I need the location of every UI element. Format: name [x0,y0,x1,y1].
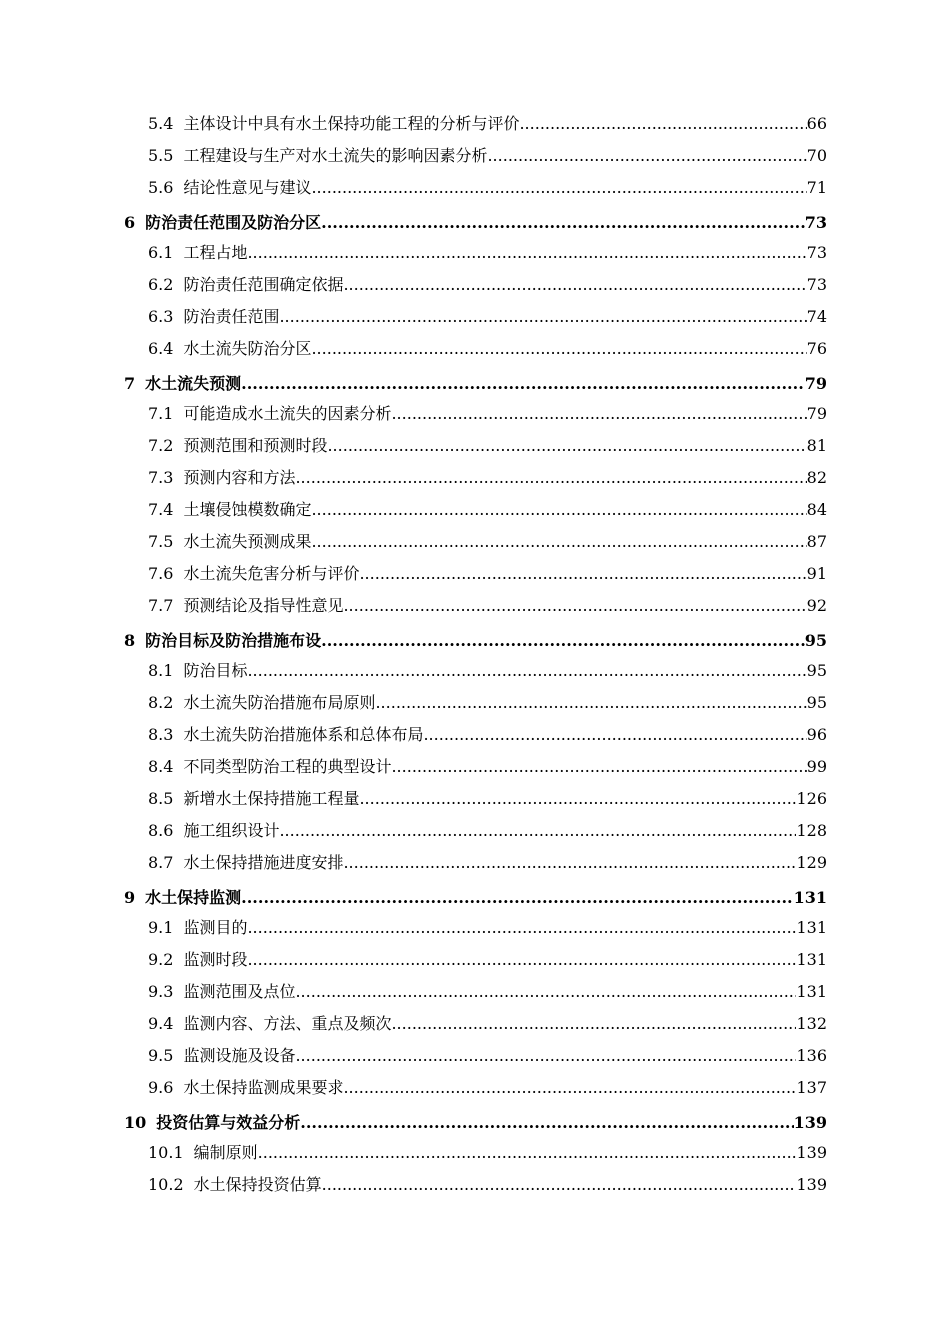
toc-page-number: 132 [796,1014,827,1033]
toc-page-number: 82 [806,468,827,487]
toc-entry-title: 防治责任范围 [183,307,280,326]
toc-entry-number: 7.4 [148,500,174,519]
toc-dot-leader [247,243,806,263]
toc-entry-title: 防治责任范围及防治分区 [145,213,322,232]
toc-chapter-entry[interactable] [124,888,827,908]
toc-section-entry[interactable] [148,146,827,166]
toc-dot-leader [391,1014,796,1034]
toc-page-number: 76 [806,339,827,358]
toc-dot-leader [258,1143,797,1163]
toc-entry-title: 施工组织设计 [183,821,280,840]
toc-entry-number: 5.4 [148,114,174,133]
toc-section-entry[interactable] [148,918,827,938]
toc-dot-leader [311,500,806,520]
toc-page-number: 79 [804,374,827,393]
toc-page-number: 87 [806,532,827,551]
toc-entry-number: 7.2 [148,436,174,455]
toc-entry-number: 8.3 [148,725,174,744]
toc-entry-title: 主体设计中具有水土保持功能工程的分析与评价 [183,114,520,133]
toc-section-entry[interactable] [148,693,827,713]
toc-entry-number: 8.5 [148,789,174,808]
toc-section-entry[interactable] [148,339,827,359]
toc-entry-number: 9.2 [148,950,174,969]
toc-dot-leader [311,532,806,552]
toc-page-number: 136 [796,1046,827,1065]
toc-entry-number: 8.1 [148,661,174,680]
toc-entry-number: 9.5 [148,1046,174,1065]
toc-dot-leader [279,307,806,327]
toc-entry-title: 不同类型防治工程的典型设计 [183,757,392,776]
toc-page-number: 95 [804,631,827,650]
toc-entry-title: 工程建设与生产对水土流失的影响因素分析 [183,146,488,165]
toc-entry-number: 6 [124,213,136,232]
toc-dot-leader [322,1175,797,1195]
toc-entry-title: 预测内容和方法 [183,468,296,487]
toc-dot-leader [391,404,806,424]
toc-entry-title: 水土流失防治分区 [183,339,312,358]
toc-page-number: 73 [804,213,827,232]
toc-entry-title: 水土流失防治措施布局原则 [183,693,376,712]
toc-chapter-entry[interactable] [124,631,827,651]
toc-page-number: 71 [806,178,827,197]
toc-entry-title: 水土流失危害分析与评价 [183,564,360,583]
toc-entry-title: 监测目的 [183,918,248,937]
toc-page-number: 84 [806,500,827,519]
toc-entry-title: 防治责任范围确定依据 [183,275,344,294]
toc-section-entry[interactable] [148,661,827,681]
toc-section-entry[interactable] [148,1143,827,1163]
toc-page-number: 92 [806,596,827,615]
toc-entry-number: 7.1 [148,404,174,423]
toc-dot-leader [279,821,796,841]
toc-entry-title: 结论性意见与建议 [183,178,312,197]
toc-entry-number: 7.3 [148,468,174,487]
toc-page-number: 139 [793,1113,827,1132]
toc-entry-title: 水土保持监测 [145,888,242,907]
toc-dot-leader [247,918,796,938]
toc-dot-leader [343,596,806,616]
toc-page-number: 131 [796,950,827,969]
toc-dot-leader [519,114,806,134]
toc-section-entry[interactable] [148,1046,827,1066]
toc-entry-number: 9.6 [148,1078,174,1097]
toc-entry-number: 5.5 [148,146,174,165]
toc-entry-title: 水土保持措施进度安排 [183,853,344,872]
toc-page-number: 131 [793,888,827,907]
toc-dot-leader [311,339,806,359]
toc-page-number: 66 [806,114,827,133]
toc-section-entry[interactable] [148,404,827,424]
toc-section-entry[interactable] [148,950,827,970]
toc-entry-number: 8.6 [148,821,174,840]
toc-page-number: 91 [806,564,827,583]
toc-chapter-entry[interactable] [124,213,827,233]
toc-dot-leader [321,631,805,651]
toc-entry-title: 监测内容、方法、重点及频次 [183,1014,392,1033]
toc-page-number: 70 [806,146,827,165]
toc-dot-leader [343,275,806,295]
toc-dot-leader [295,1046,796,1066]
toc-entry-title: 水土流失预测 [145,374,242,393]
toc-entry-number: 7.6 [148,564,174,583]
toc-dot-leader [359,564,806,584]
toc-entry-title: 新增水土保持措施工程量 [183,789,360,808]
toc-section-entry[interactable] [148,532,827,552]
toc-entry-number: 6.3 [148,307,174,326]
toc-dot-leader [321,213,805,233]
toc-entry-number: 8.7 [148,853,174,872]
toc-entry-number: 9.3 [148,982,174,1001]
toc-entry-title: 防治目标及防治措施布设 [145,631,322,650]
toc-page-number: 95 [806,693,827,712]
toc-chapter-entry[interactable] [124,374,827,394]
toc-entry-number: 7.5 [148,532,174,551]
toc-dot-leader [343,1078,796,1098]
toc-dot-leader [247,950,796,970]
toc-entry-title: 编制原则 [193,1143,258,1162]
toc-chapter-entry[interactable] [124,1113,827,1133]
toc-entry-title: 水土保持监测成果要求 [183,1078,344,1097]
toc-dot-leader [375,693,806,713]
toc-section-entry[interactable] [148,436,827,456]
toc-entry-number: 6.4 [148,339,174,358]
toc-dot-leader [300,1113,793,1133]
toc-entry-title: 水土流失防治措施体系和总体布局 [183,725,424,744]
toc-section-entry[interactable] [148,1014,827,1034]
toc-entry-number: 8 [124,631,136,650]
toc-entry-title: 监测范围及点位 [183,982,296,1001]
toc-section-entry[interactable] [148,1078,827,1098]
toc-dot-leader [241,888,793,908]
toc-page-number: 131 [796,918,827,937]
toc-page-number: 139 [796,1143,827,1162]
toc-entry-number: 7.7 [148,596,174,615]
toc-dot-leader [391,757,806,777]
toc-entry-title: 土壤侵蚀模数确定 [183,500,312,519]
toc-section-entry[interactable] [148,853,827,873]
toc-entry-title: 水土保持投资估算 [193,1175,322,1194]
toc-section-entry[interactable] [148,757,827,777]
toc-page-number: 126 [796,789,827,808]
toc-section-entry[interactable] [148,596,827,616]
toc-dot-leader [423,725,806,745]
toc-page-number: 73 [806,243,827,262]
toc-entry-number: 10.2 [148,1175,184,1194]
toc-section-entry[interactable] [148,178,827,198]
toc-dot-leader [343,853,796,873]
toc-page-number: 99 [806,757,827,776]
toc-page-number: 73 [806,275,827,294]
toc-section-entry[interactable] [148,243,827,263]
toc-entry-title: 投资估算与效益分析 [156,1113,301,1132]
toc-page-number: 131 [796,982,827,1001]
toc-dot-leader [327,436,806,456]
toc-page-number: 95 [806,661,827,680]
toc-entry-number: 10.1 [148,1143,184,1162]
toc-section-entry[interactable] [148,275,827,295]
toc-entry-title: 水土流失预测成果 [183,532,312,551]
toc-section-entry[interactable] [148,500,827,520]
toc-entry-title: 监测设施及设备 [183,1046,296,1065]
toc-page-number: 79 [806,404,827,423]
toc-entry-number: 7 [124,374,136,393]
toc-entry-title: 预测结论及指导性意见 [183,596,344,615]
toc-dot-leader [487,146,806,166]
toc-section-entry[interactable] [148,725,827,745]
toc-entry-title: 监测时段 [183,950,248,969]
toc-section-entry[interactable] [148,114,827,134]
toc-section-entry[interactable] [148,1175,827,1195]
toc-dot-leader [295,468,806,488]
toc-entry-number: 9.4 [148,1014,174,1033]
toc-entry-number: 8.4 [148,757,174,776]
toc-section-entry[interactable] [148,564,827,584]
toc-page-number: 139 [796,1175,827,1194]
toc-page-number: 128 [796,821,827,840]
toc-entry-number: 9.1 [148,918,174,937]
toc-entry-title: 可能造成水土流失的因素分析 [183,404,392,423]
toc-dot-leader [247,661,806,681]
toc-entry-number: 5.6 [148,178,174,197]
toc-section-entry[interactable] [148,821,827,841]
toc-dot-leader [311,178,806,198]
toc-page-number: 81 [806,436,827,455]
toc-entry-title: 防治目标 [183,661,248,680]
toc-entry-number: 6.1 [148,243,174,262]
toc-dot-leader [241,374,805,394]
toc-page-number: 74 [806,307,827,326]
toc-dot-leader [295,982,796,1002]
toc-dot-leader [359,789,796,809]
toc-page-number: 137 [796,1078,827,1097]
toc-entry-number: 10 [124,1113,147,1132]
toc-entry-number: 9 [124,888,136,907]
toc-section-entry[interactable] [148,307,827,327]
toc-entry-title: 预测范围和预测时段 [183,436,328,455]
toc-entry-number: 8.2 [148,693,174,712]
toc-page-number: 96 [806,725,827,744]
toc-entry-title: 工程占地 [183,243,248,262]
toc-section-entry[interactable] [148,789,827,809]
toc-page-number: 129 [796,853,827,872]
toc-section-entry[interactable] [148,468,827,488]
toc-entry-number: 6.2 [148,275,174,294]
toc-section-entry[interactable] [148,982,827,1002]
